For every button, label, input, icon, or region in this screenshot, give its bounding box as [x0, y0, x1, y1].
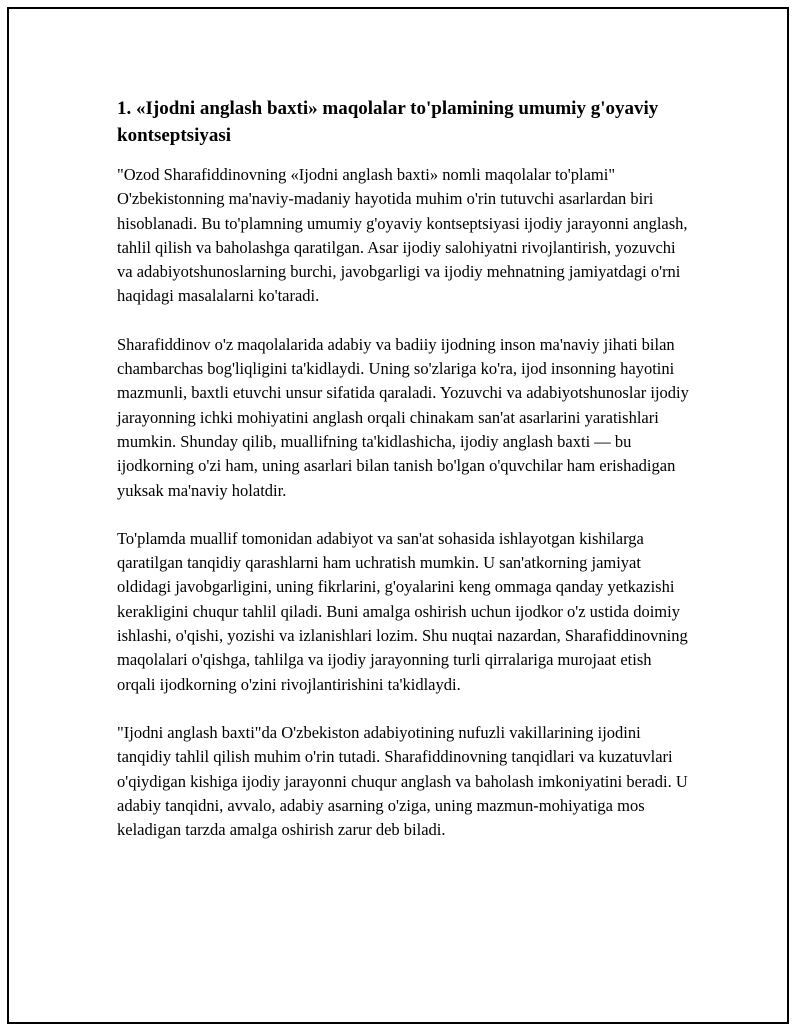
paragraph-1: "Ozod Sharafiddinovning «Ijodni anglash baxti» nomli maqolalar to'plami" O'zbekistonning ma'naviy-madaniy hayotida muhim o'rin tutuvchi asarlardan biri hisoblanadi. Bu to'plamning umumiy g'oyaviy kontseptsiyasi ijodiy jarayonni anglash, tahlil qilish va baholashga qaratilgan. Asar ijodiy salohiyatni rivojlantirish, yozuvchi va adabiyotshunoslarning burchi, javobgarligi va ijodiy mehnatning jamiyatdagi o'rni haqidagi masalalarni ko'taradi. — [117, 165, 688, 306]
paragraph-4: "Ijodni anglash baxti"da O'zbekiston adabiyotining nufuzli vakillarining ijodini tanqidiy tahlil qilish muhim o'rin tutadi. Sharafiddinovning tanqidlari va kuzatuvlari o'qiydigan kishiga ijodiy jarayonni chuqur anglash va baholash imkoniyatini beradi. U adabiy tanqidni, avvalo, adabiy asarning o'ziga, uning mazmun-mohiyatiga mos keladigan tarzda amalga oshirish zarur deb biladi. — [117, 722, 688, 840]
document-body — [117, 95, 692, 866]
paragraph-2: Sharafiddinov o'z maqolalarida adabiy va badiiy ijodning inson ma'naviy jihati bilan chambarchas bog'liqligini ta'kidlaydi. Uning so'zlariga ko'ra, ijod insonning hayotini mazmunli, baxtli etuvchi unsur sifatida qaraladi. Yozuvchi va adabiyotshunoslar ijodiy jarayonning ichki mohiyatini anglash orqali chinakam san'at asarlarini yaratishlari mumkin. Shunday qilib, muallifning ta'kidlashicha, ijodiy anglash baxti — bu ijodkorning o'zi ham, uning asarlari bilan tanish bo'lgan o'quvchilar ham erishadigan yuksak ma'naviy holatdir. — [117, 334, 689, 500]
document-title: 1. «Ijodni anglash baxti» maqolalar to'plamining umumiy g'oyaviy kontseptsiyasi — [117, 98, 659, 146]
paragraph-3: To'plamda muallif tomonidan adabiyot va san'at sohasida ishlayotgan kishilarga qaratilgan tanqidiy qarashlarni ham uchratish mumkin. U san'atkorning jamiyat oldidagi javobgarligini, uning fikrlarini, g'oyalarini keng ommaga qanday yetkazishi kerakligini chuqur tahlil qiladi. Buni amalga oshirish uchun ijodkor o'z ustida doimiy ishlashi, o'qishi, yozishi va izlanishlari lozim. Shu nuqtai nazardan, Sharafiddinovning maqolalari o'qishga, tahlilga va ijodiy jarayonning turli qirralariga murojaat etish orqali ijodkorning o'zini rivojlantirishini ta'kidlaydi. — [117, 528, 688, 694]
